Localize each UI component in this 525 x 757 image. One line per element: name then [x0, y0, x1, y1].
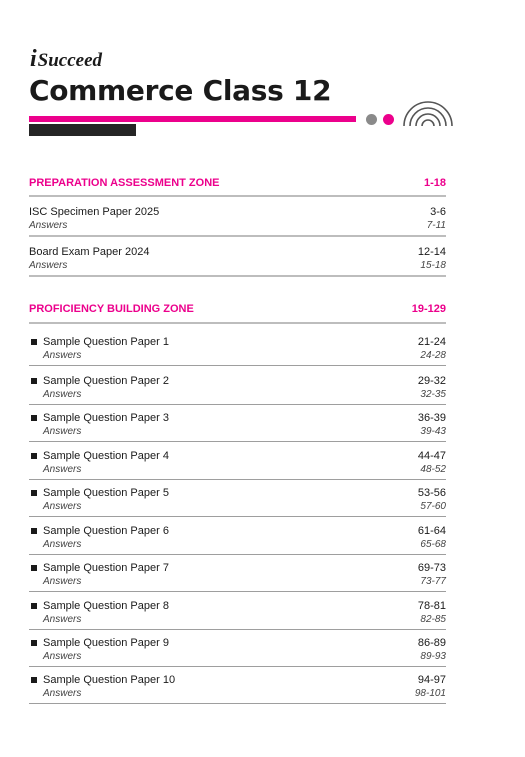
entry-pages: 94-97: [417, 674, 446, 686]
bullet-square-icon: [31, 528, 37, 534]
entry-divider: [29, 591, 446, 592]
entry-answers-label: Answers: [43, 389, 82, 400]
brand-prefix: i: [30, 46, 37, 72]
entry-answers-label: Answers: [29, 260, 68, 271]
entry-pages: 36-39: [417, 412, 446, 424]
bullet-square-icon: [31, 415, 37, 421]
toc-entry: [29, 336, 446, 366]
toc-entry: [29, 487, 446, 517]
toc-entry: [29, 600, 446, 630]
entry-answer-pages: 73-77: [420, 576, 446, 587]
bullet-square-icon: [31, 490, 37, 496]
entry-divider: [29, 629, 446, 630]
entry-title: Sample Question Paper 2: [43, 375, 169, 387]
entry-answers-label: Answers: [43, 426, 82, 437]
entry-answer-pages: 65-68: [420, 539, 446, 550]
toc-entry: [29, 525, 446, 555]
concentric-arcs-decoration: [400, 94, 456, 128]
entry-answers-label: Answers: [43, 501, 82, 512]
bullet-square-icon: [31, 640, 37, 646]
entry-divider: [29, 365, 446, 366]
entry-answer-pages: 48-52: [420, 464, 446, 475]
entry-divider: [29, 404, 446, 405]
entry-answer-pages: 82-85: [420, 614, 446, 625]
entry-answers-label: Answers: [43, 539, 82, 550]
entry-answer-pages: 57-60: [420, 501, 446, 512]
entry-title: Sample Question Paper 9: [43, 637, 169, 649]
entry-divider: [29, 235, 446, 237]
toc-entry: [29, 206, 446, 236]
entry-pages: 3-6: [430, 206, 446, 218]
zone-pages: 1-18: [423, 177, 446, 189]
entry-pages: 29-32: [417, 375, 446, 387]
entry-divider: [29, 479, 446, 480]
entry-answers-label: Answers: [43, 576, 82, 587]
toc-entry: [29, 450, 446, 480]
entry-title: Sample Question Paper 4: [43, 450, 169, 462]
bullet-square-icon: [31, 453, 37, 459]
entry-pages: 44-47: [417, 450, 446, 462]
entry-answer-pages: 98-101: [414, 688, 446, 699]
page-title: Commerce Class 12: [29, 74, 332, 107]
bullet-square-icon: [31, 677, 37, 683]
entry-title: Sample Question Paper 5: [43, 487, 169, 499]
toc-entry: [29, 375, 446, 405]
entry-answers-label: Answers: [43, 464, 82, 475]
entry-pages: 12-14: [417, 246, 446, 258]
entry-divider: [29, 666, 446, 667]
entry-pages: 53-56: [417, 487, 446, 499]
entry-answers-label: Answers: [43, 614, 82, 625]
brand-name: Succeed: [37, 50, 103, 71]
entry-answers-label: Answers: [43, 688, 82, 699]
entry-answer-pages: 89-93: [420, 651, 446, 662]
entry-answer-pages: 32-35: [420, 389, 446, 400]
entry-answers-label: Answers: [43, 651, 82, 662]
entry-divider: [29, 554, 446, 555]
dark-bar: [29, 124, 136, 136]
zone-divider: [29, 195, 446, 197]
entry-title: Sample Question Paper 1: [43, 336, 169, 348]
entry-title: Sample Question Paper 6: [43, 525, 169, 537]
pink-dot: [383, 114, 394, 125]
entry-pages: 69-73: [417, 562, 446, 574]
entry-answer-pages: 15-18: [420, 260, 446, 271]
entry-answer-pages: 39-43: [420, 426, 446, 437]
toc-entry: [29, 412, 446, 442]
entry-divider: [29, 703, 446, 704]
entry-pages: 86-89: [417, 637, 446, 649]
entry-divider: [29, 275, 446, 277]
entry-answers-label: Answers: [29, 220, 68, 231]
bullet-square-icon: [31, 378, 37, 384]
entry-title: Sample Question Paper 7: [43, 562, 169, 574]
entry-title: Sample Question Paper 10: [43, 674, 176, 686]
entry-divider: [29, 441, 446, 442]
entry-answer-pages: 7-11: [426, 220, 446, 231]
entry-divider: [29, 516, 446, 517]
entry-pages: 61-64: [417, 525, 446, 537]
entry-answers-label: Answers: [43, 350, 82, 361]
toc-entry: [29, 674, 446, 704]
grey-dot: [366, 114, 377, 125]
zone-divider: [29, 322, 446, 324]
entry-title: Board Exam Paper 2024: [29, 246, 150, 258]
zone-title: PROFICIENCY BUILDING ZONE: [29, 303, 194, 315]
entry-title: Sample Question Paper 8: [43, 600, 169, 612]
accent-bar: [29, 116, 356, 122]
entry-pages: 21-24: [417, 336, 446, 348]
bullet-square-icon: [31, 603, 37, 609]
toc-entry: [29, 246, 446, 276]
bullet-square-icon: [31, 339, 37, 345]
entry-pages: 78-81: [417, 600, 446, 612]
entry-answer-pages: 24-28: [420, 350, 446, 361]
zone-pages: 19-129: [411, 303, 446, 315]
zone-title: PREPARATION ASSESSMENT ZONE: [29, 177, 220, 189]
toc-entry: [29, 637, 446, 667]
brand-logo: [30, 46, 102, 73]
toc-entry: [29, 562, 446, 592]
bullet-square-icon: [31, 565, 37, 571]
entry-title: Sample Question Paper 3: [43, 412, 169, 424]
entry-title: ISC Specimen Paper 2025: [29, 206, 160, 218]
